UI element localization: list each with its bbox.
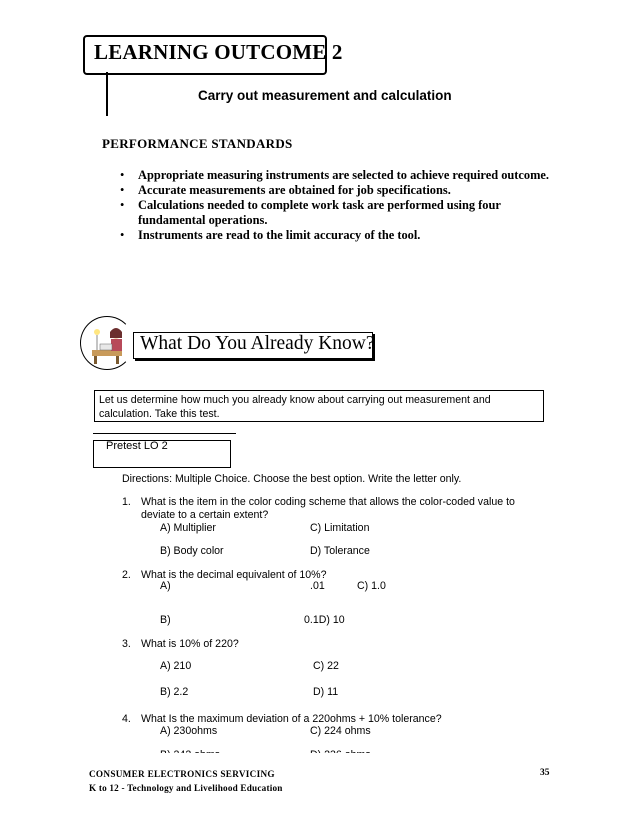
option-a: A) 210 bbox=[160, 660, 192, 672]
learning-outcome-title: LEARNING OUTCOME 2 bbox=[94, 40, 343, 64]
question-number: 4. bbox=[122, 713, 131, 725]
pretest-rule bbox=[93, 433, 236, 434]
option-d: D) Tolerance bbox=[310, 545, 370, 557]
option-c: C) 22 bbox=[313, 660, 339, 672]
option-b: B) bbox=[160, 614, 171, 626]
option-a: A) Multiplier bbox=[160, 522, 216, 534]
option-d: D) 11 bbox=[313, 686, 339, 698]
option-b: B) 2.2 bbox=[160, 686, 189, 698]
footer-course: CONSUMER ELECTRONICS SERVICING bbox=[89, 769, 275, 779]
page-cut-mask bbox=[0, 753, 638, 766]
student-reading-icon bbox=[88, 322, 132, 366]
section-title: What Do You Already Know? bbox=[140, 333, 375, 354]
option-c: C) Limitation bbox=[310, 522, 370, 534]
question-text: What is the decimal equivalent of 10%? bbox=[141, 569, 327, 581]
performance-standards-list bbox=[118, 168, 558, 243]
option-c: C) 1.0 bbox=[357, 580, 386, 592]
bullet-icon: • bbox=[120, 228, 125, 242]
vertical-rule bbox=[106, 72, 108, 116]
bullet-icon: • bbox=[120, 168, 125, 182]
page-number: 35 bbox=[540, 768, 550, 778]
question-text: What Is the maximum deviation of a 220ohms + 10% tolerance? bbox=[141, 713, 442, 725]
option-a: A) bbox=[160, 580, 171, 592]
intro-text: Let us determine how much you already know about carrying out measurement and calculation. Take this test. bbox=[99, 394, 491, 420]
bullet-icon: • bbox=[120, 198, 125, 212]
pretest-label: Pretest LO 2 bbox=[106, 440, 168, 452]
bullet-icon: • bbox=[120, 183, 125, 197]
learning-outcome-subtitle: Carry out measurement and calculation bbox=[198, 88, 452, 103]
performance-standards-heading: PERFORMANCE STANDARDS bbox=[102, 136, 293, 151]
directions: Directions: Multiple Choice. Choose the best option. Write the letter only. bbox=[122, 473, 462, 485]
question-number: 1. bbox=[122, 496, 131, 508]
footer-program: K to 12 - Technology and Livelihood Education bbox=[89, 783, 283, 793]
question-text-cont: deviate to a certain extent? bbox=[141, 509, 269, 521]
option-b: B) Body color bbox=[160, 545, 224, 557]
question-number: 2. bbox=[122, 569, 131, 581]
list-item: • Appropriate measuring instruments are selected to achieve required outcome. bbox=[120, 168, 550, 182]
question-number: 3. bbox=[122, 638, 131, 650]
question-text: What is 10% of 220? bbox=[141, 638, 239, 650]
option-a-value: .01 bbox=[310, 580, 325, 592]
list-item: • Accurate measurements are obtained for job specifications. bbox=[120, 183, 451, 197]
list-item: • Instruments are read to the limit accuracy of the tool. bbox=[120, 228, 421, 242]
list-item: • Calculations needed to complete work task are performed using four fundamental operations. bbox=[120, 198, 501, 227]
question-text: What is the item in the color coding scheme that allows the color-coded value to bbox=[141, 496, 515, 508]
option-b-d: 0.1D) 10 bbox=[304, 614, 345, 626]
option-a: A) 230ohms bbox=[160, 725, 218, 737]
option-c: C) 224 ohms bbox=[310, 725, 371, 737]
